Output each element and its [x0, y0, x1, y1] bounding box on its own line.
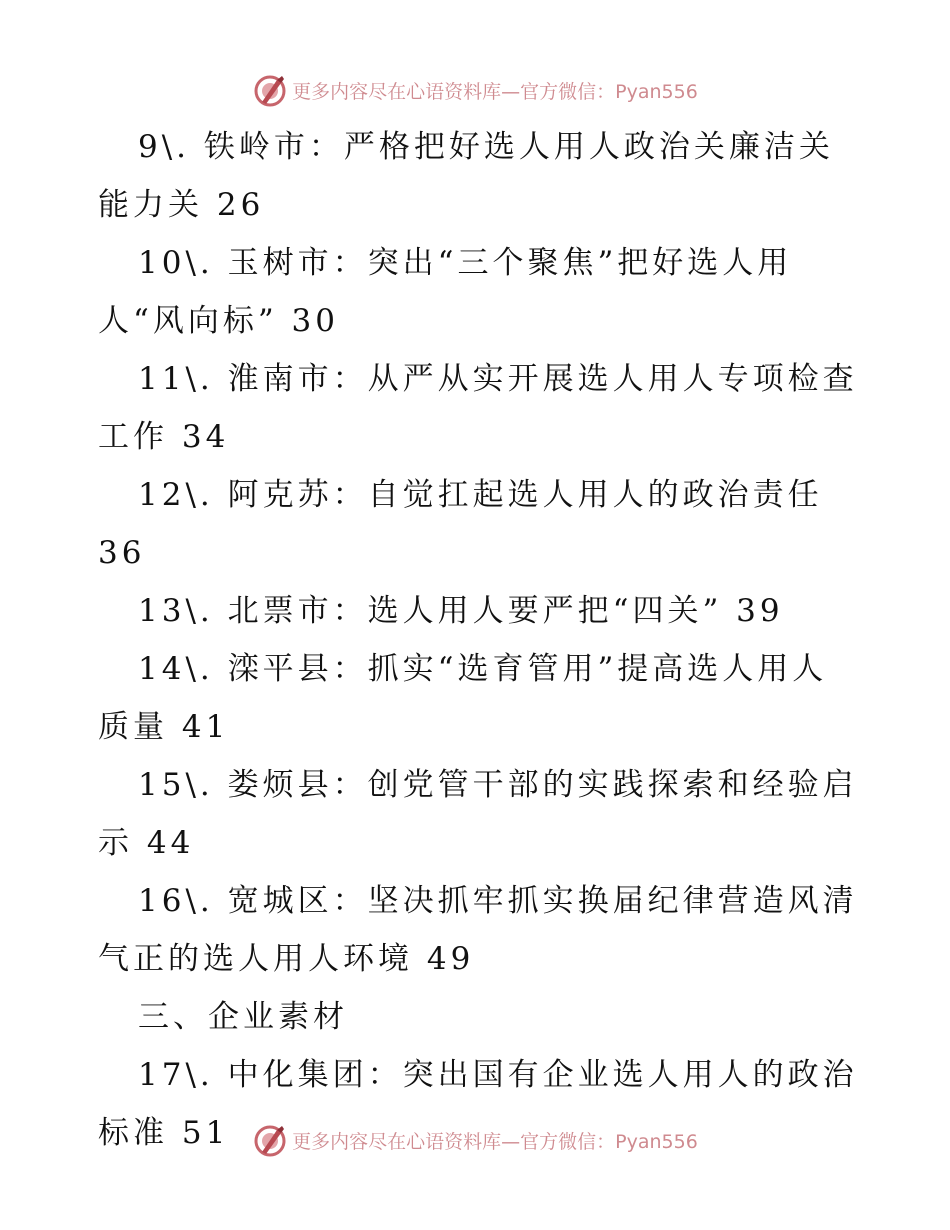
toc-item: 16\. 宽城区：坚决抓牢抓实换届纪律营造风清气正的选人用人环境 49 [98, 883, 858, 977]
toc-item: 11\. 淮南市：从严从实开展选人用人专项检查工作 34 [98, 361, 858, 455]
watermark-text: 更多内容尽在心语资料库—官方微信：Pyan556 [292, 1130, 698, 1153]
toc-item: 9\. 铁岭市：严格把好选人用人政治关廉洁关能力关 26 [98, 129, 834, 223]
section-heading: 三、企业素材 [138, 999, 348, 1035]
footer-watermark [0, 1120, 950, 1160]
toc-item: 13\. 北票市：选人用人要严把“四关” 39 [138, 593, 784, 629]
toc-item: 17\. 中化集团：突出国有企业选人用人的政治标准 51 [98, 1057, 858, 1151]
toc-item: 12\. 阿克苏：自觉扛起选人用人的政治责任 36 [98, 477, 823, 571]
toc-item: 10\. 玉树市：突出“三个聚焦”把好选人用人“风向标” 30 [98, 245, 793, 339]
pen-nib-circle-icon [252, 72, 288, 108]
pen-nib-circle-icon [252, 1122, 288, 1158]
toc-item: 15\. 娄烦县：创党管干部的实践探索和经验启示 44 [98, 767, 858, 861]
toc-item: 14\. 滦平县：抓实“选育管用”提高选人用人质量 41 [98, 651, 828, 745]
table-of-contents [0, 118, 950, 1162]
header-watermark [0, 70, 950, 110]
watermark-text: 更多内容尽在心语资料库—官方微信：Pyan556 [292, 80, 698, 103]
